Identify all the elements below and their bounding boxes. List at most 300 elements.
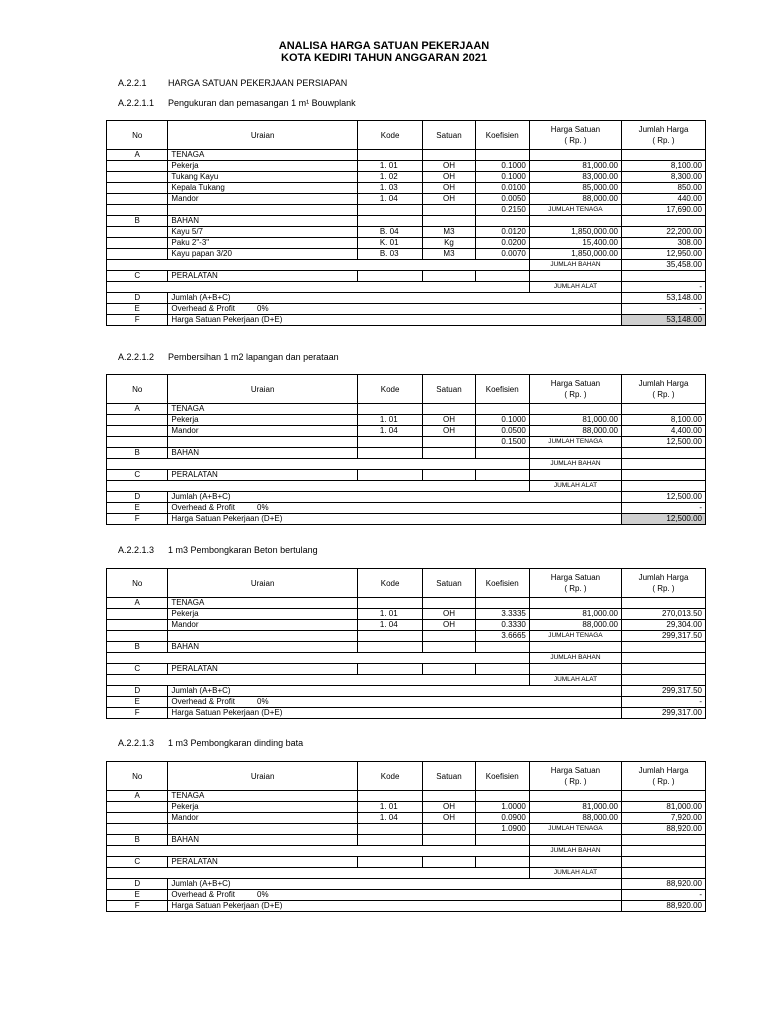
summary-value: - bbox=[622, 697, 706, 708]
empty-cell bbox=[622, 470, 706, 481]
item-kode: B. 04 bbox=[357, 227, 423, 238]
empty-cell bbox=[168, 824, 357, 835]
labor-total-koefisien: 1.0900 bbox=[475, 824, 529, 835]
header-no: No bbox=[107, 569, 168, 598]
labor-total-row bbox=[107, 631, 706, 642]
summary-value: 88,920.00 bbox=[622, 879, 706, 890]
subsection-number: A.2.2.1.3 bbox=[118, 738, 155, 748]
empty-cell bbox=[529, 598, 621, 609]
empty-cell bbox=[475, 664, 529, 675]
item-jumlah: 22,200.00 bbox=[622, 227, 706, 238]
material-total-value bbox=[622, 459, 706, 470]
group-label: BAHAN bbox=[168, 642, 357, 653]
equipment-total-label: JUMLAH ALAT bbox=[529, 675, 621, 686]
item-uraian: Kayu 5/7 bbox=[168, 227, 357, 238]
empty-cell bbox=[107, 437, 168, 448]
labor-total-value: 88,920.00 bbox=[622, 824, 706, 835]
labor-row bbox=[107, 172, 706, 183]
header-koefisien: Koefisien bbox=[475, 569, 529, 598]
labor-row bbox=[107, 194, 706, 205]
labor-total-row bbox=[107, 205, 706, 216]
summary-letter: D bbox=[107, 879, 168, 890]
summary-row-d bbox=[107, 879, 706, 890]
material-total-value bbox=[622, 653, 706, 664]
item-kode: K. 01 bbox=[357, 238, 423, 249]
summary-label: Harga Satuan Pekerjaan (D+E) bbox=[168, 901, 622, 912]
item-kode: 1. 04 bbox=[357, 194, 423, 205]
empty-cell bbox=[357, 631, 423, 642]
item-jumlah: 81,000.00 bbox=[622, 802, 706, 813]
header-uraian: Uraian bbox=[168, 121, 357, 150]
labor-row bbox=[107, 426, 706, 437]
empty-cell bbox=[622, 642, 706, 653]
subsection-title: 1 m3 Pembongkaran Beton bertulang bbox=[168, 545, 318, 555]
item-kode: B. 03 bbox=[357, 249, 423, 260]
group-row-bahan bbox=[107, 216, 706, 227]
empty-cell bbox=[475, 857, 529, 868]
labor-row bbox=[107, 609, 706, 620]
summary-letter: F bbox=[107, 708, 168, 719]
header-harga-satuan-label: Harga Satuan bbox=[550, 573, 601, 582]
item-uraian: Pekerja bbox=[168, 415, 357, 426]
empty-cell bbox=[357, 216, 423, 227]
group-row-bahan bbox=[107, 642, 706, 653]
equipment-total-value bbox=[622, 868, 706, 879]
overhead-percent: 0% bbox=[257, 503, 269, 512]
summary-value-total: 53,148.00 bbox=[622, 315, 706, 326]
item-koefisien: 3.3335 bbox=[475, 609, 529, 620]
labor-total-label: JUMLAH TENAGA bbox=[529, 437, 621, 448]
header-no: No bbox=[107, 762, 168, 791]
empty-cell bbox=[423, 150, 475, 161]
header-harga-satuan bbox=[529, 375, 621, 404]
group-label: TENAGA bbox=[168, 598, 357, 609]
empty-cell bbox=[168, 631, 357, 642]
group-letter: B bbox=[107, 216, 168, 227]
empty-cell bbox=[107, 620, 168, 631]
equipment-total-label: JUMLAH ALAT bbox=[529, 868, 621, 879]
empty-cell bbox=[475, 404, 529, 415]
analysis-table bbox=[106, 374, 706, 525]
empty-cell bbox=[168, 205, 357, 216]
item-koefisien: 0.1000 bbox=[475, 161, 529, 172]
summary-letter: E bbox=[107, 890, 168, 901]
empty-cell bbox=[107, 194, 168, 205]
empty-cell bbox=[357, 205, 423, 216]
material-total-label: JUMLAH BAHAN bbox=[529, 846, 621, 857]
empty-cell bbox=[107, 172, 168, 183]
empty-cell bbox=[423, 598, 475, 609]
summary-letter: D bbox=[107, 492, 168, 503]
empty-cell bbox=[622, 404, 706, 415]
summary-row-e bbox=[107, 503, 706, 514]
item-kode: 1. 01 bbox=[357, 161, 423, 172]
header-row bbox=[107, 762, 706, 791]
summary-row-e bbox=[107, 304, 706, 315]
header-harga-satuan bbox=[529, 121, 621, 150]
item-kode: 1. 01 bbox=[357, 802, 423, 813]
empty-cell bbox=[107, 631, 168, 642]
summary-row-d bbox=[107, 686, 706, 697]
equipment-total-value: - bbox=[622, 282, 706, 293]
header-satuan: Satuan bbox=[423, 121, 475, 150]
header-jumlah-harga-label: Jumlah Harga bbox=[638, 573, 689, 582]
item-harga: 88,000.00 bbox=[529, 194, 621, 205]
item-jumlah: 440.00 bbox=[622, 194, 706, 205]
analysis-table bbox=[106, 568, 706, 719]
summary-label bbox=[168, 503, 622, 514]
subsection-number: A.2.2.1.1 bbox=[118, 98, 155, 108]
empty-cell bbox=[423, 631, 475, 642]
group-letter: C bbox=[107, 470, 168, 481]
item-harga: 1,850,000.00 bbox=[529, 249, 621, 260]
material-row bbox=[107, 227, 706, 238]
header-harga-satuan-label: Harga Satuan bbox=[550, 125, 601, 134]
summary-value: 299,317.50 bbox=[622, 686, 706, 697]
header-jumlah-harga bbox=[622, 121, 706, 150]
empty-cell bbox=[529, 835, 621, 846]
item-koefisien: 0.1000 bbox=[475, 415, 529, 426]
summary-label: Jumlah (A+B+C) bbox=[168, 686, 622, 697]
empty-cell bbox=[357, 150, 423, 161]
item-koefisien: 0.0100 bbox=[475, 183, 529, 194]
header-harga-satuan bbox=[529, 762, 621, 791]
item-jumlah: 270,013.50 bbox=[622, 609, 706, 620]
item-harga: 81,000.00 bbox=[529, 415, 621, 426]
empty-cell bbox=[357, 664, 423, 675]
summary-value-total: 88,920.00 bbox=[622, 901, 706, 912]
item-harga: 88,000.00 bbox=[529, 620, 621, 631]
empty-cell bbox=[475, 791, 529, 802]
empty-cell bbox=[107, 205, 168, 216]
empty-cell bbox=[622, 150, 706, 161]
item-satuan: OH bbox=[423, 194, 475, 205]
overhead-label: Overhead & Profit bbox=[171, 503, 236, 512]
item-harga: 15,400.00 bbox=[529, 238, 621, 249]
empty-cell bbox=[423, 448, 475, 459]
header-no: No bbox=[107, 121, 168, 150]
material-row bbox=[107, 238, 706, 249]
group-label: TENAGA bbox=[168, 404, 357, 415]
subsection-title: 1 m3 Pembongkaran dinding bata bbox=[168, 738, 304, 748]
labor-total-value: 12,500.00 bbox=[622, 437, 706, 448]
section-number: A.2.2.1 bbox=[118, 78, 147, 88]
empty-cell bbox=[357, 791, 423, 802]
empty-cell bbox=[622, 857, 706, 868]
item-satuan: OH bbox=[423, 620, 475, 631]
empty-cell bbox=[357, 470, 423, 481]
equipment-total-row bbox=[107, 868, 706, 879]
item-jumlah: 8,100.00 bbox=[622, 415, 706, 426]
header-no: No bbox=[107, 375, 168, 404]
item-uraian: Mandor bbox=[168, 194, 357, 205]
group-label: BAHAN bbox=[168, 216, 357, 227]
summary-letter: E bbox=[107, 503, 168, 514]
header-jumlah-harga-label: Jumlah Harga bbox=[638, 766, 689, 775]
equipment-total-row bbox=[107, 282, 706, 293]
header-harga-satuan-label: Harga Satuan bbox=[550, 766, 601, 775]
summary-value-total: 12,500.00 bbox=[622, 514, 706, 525]
overhead-label: Overhead & Profit bbox=[171, 890, 236, 899]
header-jumlah-harga-label: Jumlah Harga bbox=[638, 125, 689, 134]
empty-cell bbox=[622, 448, 706, 459]
summary-label: Harga Satuan Pekerjaan (D+E) bbox=[168, 514, 622, 525]
empty-cell bbox=[529, 642, 621, 653]
item-satuan: OH bbox=[423, 609, 475, 620]
summary-letter: D bbox=[107, 293, 168, 304]
header-kode: Kode bbox=[357, 569, 423, 598]
summary-letter: E bbox=[107, 304, 168, 315]
item-kode: 1. 01 bbox=[357, 415, 423, 426]
header-jumlah-harga-unit: ( Rp. ) bbox=[652, 777, 675, 786]
empty-cell bbox=[529, 271, 621, 282]
empty-cell bbox=[423, 791, 475, 802]
material-total-row bbox=[107, 846, 706, 857]
summary-value: - bbox=[622, 890, 706, 901]
item-jumlah: 850.00 bbox=[622, 183, 706, 194]
labor-total-label: JUMLAH TENAGA bbox=[529, 824, 621, 835]
empty-cell bbox=[529, 791, 621, 802]
labor-total-value: 299,317.50 bbox=[622, 631, 706, 642]
summary-label bbox=[168, 304, 622, 315]
header-kode: Kode bbox=[357, 121, 423, 150]
item-koefisien: 0.0120 bbox=[475, 227, 529, 238]
header-row bbox=[107, 375, 706, 404]
header-satuan: Satuan bbox=[423, 569, 475, 598]
empty-cell bbox=[475, 271, 529, 282]
item-koefisien: 0.0200 bbox=[475, 238, 529, 249]
item-uraian: Kayu papan 3/20 bbox=[168, 249, 357, 260]
group-label: BAHAN bbox=[168, 835, 357, 846]
item-jumlah: 8,100.00 bbox=[622, 161, 706, 172]
empty-cell bbox=[622, 216, 706, 227]
overhead-percent: 0% bbox=[257, 304, 269, 313]
item-koefisien: 0.0050 bbox=[475, 194, 529, 205]
header-uraian: Uraian bbox=[168, 375, 357, 404]
empty-cell bbox=[107, 249, 168, 260]
header-row bbox=[107, 569, 706, 598]
empty-cell bbox=[622, 791, 706, 802]
labor-total-koefisien: 0.1500 bbox=[475, 437, 529, 448]
empty-cell bbox=[107, 282, 530, 293]
empty-cell bbox=[357, 642, 423, 653]
header-jumlah-harga-label: Jumlah Harga bbox=[638, 379, 689, 388]
group-row-tenaga bbox=[107, 150, 706, 161]
item-satuan: Kg bbox=[423, 238, 475, 249]
group-label: PERALATAN bbox=[168, 470, 357, 481]
item-harga: 81,000.00 bbox=[529, 802, 621, 813]
group-row-tenaga bbox=[107, 404, 706, 415]
item-harga: 88,000.00 bbox=[529, 426, 621, 437]
summary-label: Harga Satuan Pekerjaan (D+E) bbox=[168, 315, 622, 326]
subsection-title: Pengukuran dan pemasangan 1 m¹ Bouwplank bbox=[168, 98, 356, 108]
labor-total-label: JUMLAH TENAGA bbox=[529, 631, 621, 642]
item-harga: 1,850,000.00 bbox=[529, 227, 621, 238]
summary-row-f bbox=[107, 708, 706, 719]
item-satuan: M3 bbox=[423, 249, 475, 260]
empty-cell bbox=[529, 470, 621, 481]
group-letter: B bbox=[107, 835, 168, 846]
item-harga: 83,000.00 bbox=[529, 172, 621, 183]
group-label: BAHAN bbox=[168, 448, 357, 459]
empty-cell bbox=[357, 857, 423, 868]
item-satuan: OH bbox=[423, 161, 475, 172]
item-satuan: OH bbox=[423, 172, 475, 183]
header-harga-satuan-label: Harga Satuan bbox=[550, 379, 601, 388]
group-row-bahan bbox=[107, 448, 706, 459]
group-row-peralatan bbox=[107, 470, 706, 481]
summary-label bbox=[168, 890, 622, 901]
header-jumlah-harga bbox=[622, 762, 706, 791]
header-koefisien: Koefisien bbox=[475, 121, 529, 150]
item-kode: 1. 04 bbox=[357, 426, 423, 437]
empty-cell bbox=[423, 271, 475, 282]
item-koefisien: 1.0000 bbox=[475, 802, 529, 813]
material-total-value bbox=[622, 846, 706, 857]
empty-cell bbox=[475, 598, 529, 609]
labor-total-koefisien: 0.2150 bbox=[475, 205, 529, 216]
subsection-title: Pembersihan 1 m2 lapangan dan perataan bbox=[168, 352, 339, 362]
empty-cell bbox=[475, 150, 529, 161]
empty-cell bbox=[107, 846, 530, 857]
header-jumlah-harga-unit: ( Rp. ) bbox=[652, 136, 675, 145]
empty-cell bbox=[423, 216, 475, 227]
item-uraian: Kepala Tukang bbox=[168, 183, 357, 194]
group-row-bahan bbox=[107, 835, 706, 846]
summary-value-total: 299,317.00 bbox=[622, 708, 706, 719]
header-row bbox=[107, 121, 706, 150]
item-jumlah: 308.00 bbox=[622, 238, 706, 249]
equipment-total-label: JUMLAH ALAT bbox=[529, 282, 621, 293]
item-koefisien: 0.0500 bbox=[475, 426, 529, 437]
empty-cell bbox=[107, 227, 168, 238]
group-letter: C bbox=[107, 271, 168, 282]
item-jumlah: 12,950.00 bbox=[622, 249, 706, 260]
empty-cell bbox=[107, 459, 530, 470]
empty-cell bbox=[357, 598, 423, 609]
empty-cell bbox=[423, 824, 475, 835]
item-koefisien: 0.0900 bbox=[475, 813, 529, 824]
empty-cell bbox=[107, 824, 168, 835]
header-jumlah-harga bbox=[622, 569, 706, 598]
empty-cell bbox=[107, 415, 168, 426]
summary-value: - bbox=[622, 503, 706, 514]
summary-row-d bbox=[107, 293, 706, 304]
item-uraian: Mandor bbox=[168, 813, 357, 824]
group-label: TENAGA bbox=[168, 150, 357, 161]
empty-cell bbox=[107, 813, 168, 824]
empty-cell bbox=[423, 642, 475, 653]
overhead-percent: 0% bbox=[257, 697, 269, 706]
material-total-row bbox=[107, 653, 706, 664]
item-jumlah: 7,920.00 bbox=[622, 813, 706, 824]
item-satuan: OH bbox=[423, 813, 475, 824]
group-letter: B bbox=[107, 448, 168, 459]
summary-label: Harga Satuan Pekerjaan (D+E) bbox=[168, 708, 622, 719]
group-row-tenaga bbox=[107, 791, 706, 802]
summary-letter: F bbox=[107, 514, 168, 525]
document-title: ANALISA HARGA SATUAN PEKERJAAN bbox=[278, 40, 490, 52]
empty-cell bbox=[529, 404, 621, 415]
group-letter: C bbox=[107, 857, 168, 868]
summary-row-d bbox=[107, 492, 706, 503]
empty-cell bbox=[107, 260, 530, 271]
summary-row-e bbox=[107, 697, 706, 708]
empty-cell bbox=[357, 404, 423, 415]
empty-cell bbox=[423, 437, 475, 448]
summary-letter: E bbox=[107, 697, 168, 708]
item-koefisien: 0.0070 bbox=[475, 249, 529, 260]
labor-row bbox=[107, 813, 706, 824]
header-kode: Kode bbox=[357, 375, 423, 404]
header-jumlah-harga bbox=[622, 375, 706, 404]
labor-total-koefisien: 3.6665 bbox=[475, 631, 529, 642]
empty-cell bbox=[622, 271, 706, 282]
header-uraian: Uraian bbox=[168, 762, 357, 791]
group-label: TENAGA bbox=[168, 791, 357, 802]
item-uraian: Mandor bbox=[168, 620, 357, 631]
group-letter: A bbox=[107, 404, 168, 415]
summary-row-f bbox=[107, 514, 706, 525]
material-total-label: JUMLAH BAHAN bbox=[529, 459, 621, 470]
header-jumlah-harga-unit: ( Rp. ) bbox=[652, 584, 675, 593]
empty-cell bbox=[475, 216, 529, 227]
summary-row-f bbox=[107, 315, 706, 326]
empty-cell bbox=[357, 824, 423, 835]
item-harga: 81,000.00 bbox=[529, 609, 621, 620]
group-row-peralatan bbox=[107, 664, 706, 675]
header-harga-satuan bbox=[529, 569, 621, 598]
empty-cell bbox=[529, 216, 621, 227]
group-letter: A bbox=[107, 791, 168, 802]
summary-value: 12,500.00 bbox=[622, 492, 706, 503]
labor-total-row bbox=[107, 437, 706, 448]
item-uraian: Pekerja bbox=[168, 802, 357, 813]
header-uraian: Uraian bbox=[168, 569, 357, 598]
overhead-percent: 0% bbox=[257, 890, 269, 899]
empty-cell bbox=[423, 664, 475, 675]
empty-cell bbox=[107, 183, 168, 194]
summary-letter: F bbox=[107, 315, 168, 326]
labor-total-label: JUMLAH TENAGA bbox=[529, 205, 621, 216]
group-letter: C bbox=[107, 664, 168, 675]
header-harga-satuan-unit: ( Rp. ) bbox=[564, 136, 587, 145]
empty-cell bbox=[107, 426, 168, 437]
item-satuan: OH bbox=[423, 415, 475, 426]
group-label: PERALATAN bbox=[168, 857, 357, 868]
item-uraian: Tukang Kayu bbox=[168, 172, 357, 183]
empty-cell bbox=[529, 448, 621, 459]
empty-cell bbox=[357, 448, 423, 459]
labor-row bbox=[107, 183, 706, 194]
summary-row-f bbox=[107, 901, 706, 912]
header-kode: Kode bbox=[357, 762, 423, 791]
summary-label: Jumlah (A+B+C) bbox=[168, 879, 622, 890]
summary-label: Jumlah (A+B+C) bbox=[168, 492, 622, 503]
empty-cell bbox=[622, 835, 706, 846]
equipment-total-row bbox=[107, 675, 706, 686]
empty-cell bbox=[529, 857, 621, 868]
summary-label: Jumlah (A+B+C) bbox=[168, 293, 622, 304]
group-row-tenaga bbox=[107, 598, 706, 609]
empty-cell bbox=[107, 238, 168, 249]
item-kode: 1. 03 bbox=[357, 183, 423, 194]
item-satuan: OH bbox=[423, 802, 475, 813]
group-label: PERALATAN bbox=[168, 664, 357, 675]
overhead-label: Overhead & Profit bbox=[171, 304, 236, 313]
header-harga-satuan-unit: ( Rp. ) bbox=[564, 777, 587, 786]
item-uraian: Mandor bbox=[168, 426, 357, 437]
